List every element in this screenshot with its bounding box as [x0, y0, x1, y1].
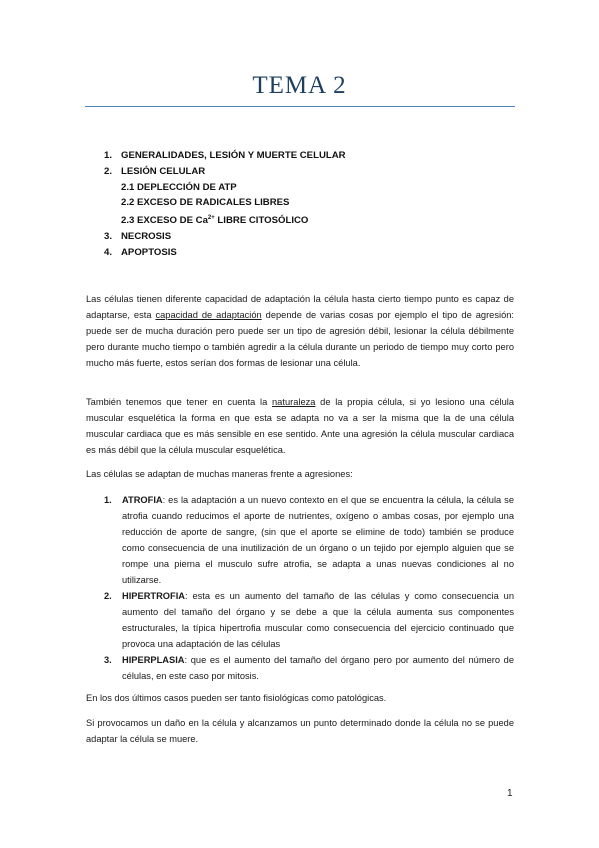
toc-label: GENERALIDADES, LESIÓN Y MUERTE CELULAR [121, 150, 346, 161]
paragraph-nature [86, 394, 514, 458]
paragraph-cell-death: Si provocamos un daño en la célula y alcanzamos un punto determinado donde la célula no se puede adaptar la célula se muere. [86, 718, 514, 744]
toc-item [104, 164, 504, 180]
superscript: 2+ [207, 215, 215, 222]
paragraph-text: También tenemos que tener en cuenta la [86, 397, 273, 407]
list-item [104, 588, 514, 652]
paragraph-adaptation-capacity [86, 291, 514, 371]
toc-label: LESIÓN CELULAR [121, 165, 206, 177]
toc-number: 2. [104, 165, 113, 177]
toc-number: 1. [104, 150, 113, 161]
list-term: HIPERPLASIA [122, 655, 185, 665]
toc-label: NECROSIS [121, 230, 172, 242]
paragraph-text: Las células tienen diferente capacidad de adaptación la célula hasta cierto tiempo punto es capaz de adaptarse, esta [86, 294, 514, 320]
toc-number: 3. [104, 230, 113, 242]
list-text: : esta es un aumento del tamaño de las células y como consecuencia un aumento del tamaño del órgano y se debe a que la célula aumenta sus componentes estructurales, la típica hipertrofia muscular como consecuencia del ejercicio continuado que provoca una adaptación de las células [122, 591, 514, 649]
underlined-term: capacidad de adaptación [155, 310, 262, 320]
page-title: TEMA 2 [252, 72, 347, 99]
toc-item [104, 148, 504, 164]
title-underline [85, 106, 515, 107]
toc-subitem [104, 211, 504, 229]
list-number: 3. [104, 655, 112, 665]
paragraph-text: de la propia célula, si yo lesiono una célula muscular esquelética la forma en que esta se adapta no va a ser la misma que la de una célula muscular cardiaca que es más sensible en ese sentido. Ante una agresión la célula muscular cardiaca es más débil que la célula muscular esquelética. [86, 397, 514, 455]
toc-subitem: 2.1 DEPLECCIÓN DE ATP [121, 181, 237, 193]
list-term: ATROFIA [122, 495, 163, 505]
toc-sub-label-rest: LIBRE CITOSÓLICO [214, 215, 309, 227]
toc-label: APOPTOSIS [121, 246, 177, 258]
list-term: HIPERTROFIA [122, 591, 186, 601]
toc-item [104, 245, 504, 261]
list-item [104, 492, 514, 588]
paragraph-intro-list: Las células se adaptan de muchas maneras frente a agresiones: [86, 469, 353, 479]
toc-number: 4. [104, 246, 113, 258]
table-of-contents [104, 148, 504, 261]
paragraph-text: depende de varias cosas por ejemplo el tipo de agresión: puede ser de mucha duración pero puede ser un tipo de agresión débil, lesionar la célula débilmente pero durante mucho tiempo o también agredir a la célula durante un periodo de tiempo muy corto pero mucho más fuerte, estos serían dos formas de lesionar una célula. [86, 310, 514, 368]
toc-subitem: 2.2 EXCESO DE RADICALES LIBRES [121, 197, 290, 209]
list-text: : que es el aumento del tamaño del órgano pero por aumento del número de células, en este caso por mitosis. [122, 655, 514, 681]
list-item [104, 652, 514, 684]
paragraph-last-cases: En los dos últimos casos pueden ser tanto fisiológicas como patológicas. [86, 693, 387, 703]
toc-sub-label: 2.3 EXCESO DE Ca [121, 215, 208, 227]
toc-item [104, 229, 504, 245]
list-number: 1. [104, 495, 112, 505]
underlined-term: naturaleza [272, 397, 316, 407]
adaptation-list [104, 492, 514, 684]
list-text: : es la adaptación a un nuevo contexto en el que se encuentra la célula, la célula se atrofia cuando reducimos el aporte de nutrientes, oxígeno o ambas cosas, por ejemplo una reducción de aporte de sangre, (sin que el aporte se elimine de todo) también se produce como consecuencia de una inutilización de un órgano o un tejido por ejemplo alguien que se rompe una pierna el musculo sufre atrofia, se adapta a unas nuevas condiciones al no utilizarse. [122, 495, 514, 585]
page-number: 1 [507, 788, 513, 799]
list-number: 2. [104, 591, 112, 601]
